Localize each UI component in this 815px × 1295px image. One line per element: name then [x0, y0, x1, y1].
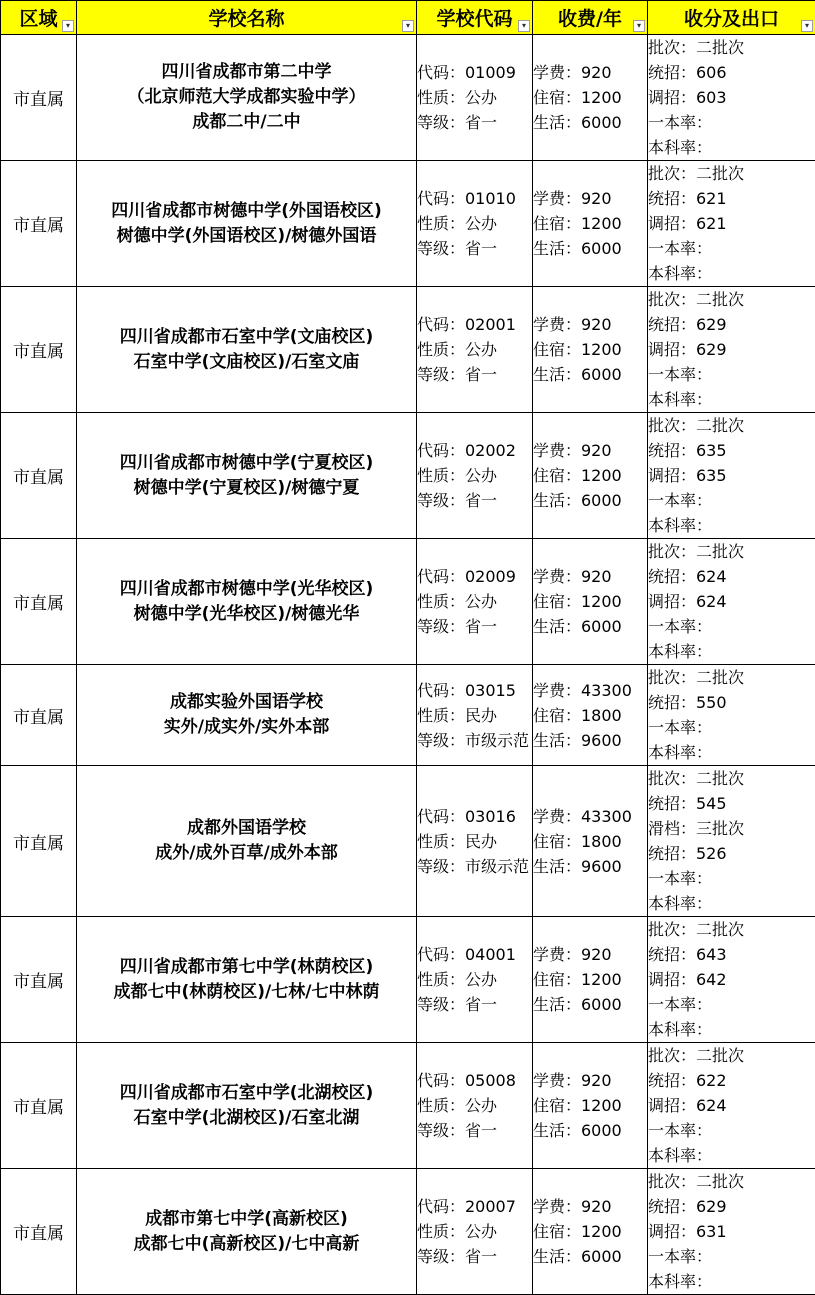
table-row [1, 766, 815, 917]
admission-cell-line: 一本率： [648, 1244, 815, 1269]
admission-cell-line: 统招：643 [648, 942, 815, 967]
school-code-cell-line: 性质：公办 [417, 463, 532, 488]
admission-cell[interactable] [648, 539, 815, 665]
fee-cell-line: 学费：920 [533, 438, 647, 463]
admission-cell[interactable] [648, 1043, 815, 1169]
dropdown-arrow-icon[interactable]: ▾ [633, 20, 645, 32]
header-school-name[interactable] [77, 1, 417, 35]
fee-cell[interactable] [533, 161, 648, 287]
admission-cell-line: 统招：624 [648, 564, 815, 589]
fee-cell-line: 住宿：1200 [533, 967, 647, 992]
school-name-cell-line: 成都实验外国语学校 [77, 690, 416, 715]
table-row [1, 413, 815, 539]
school-code-cell[interactable] [417, 1169, 533, 1295]
admission-cell-line: 滑档：三批次 [648, 816, 815, 841]
admission-cell-line: 统招：629 [648, 312, 815, 337]
table-body [1, 35, 815, 1295]
admission-cell-line: 批次：二批次 [648, 1169, 815, 1194]
fee-cell-line: 住宿：1200 [533, 463, 647, 488]
district-cell[interactable]: 市直属 [1, 413, 77, 539]
admission-cell[interactable] [648, 35, 815, 161]
fee-cell-line: 生活：6000 [533, 236, 647, 261]
school-code-cell[interactable] [417, 766, 533, 917]
table-row [1, 665, 815, 766]
school-code-cell-line: 性质：公办 [417, 967, 532, 992]
school-code-cell-line: 代码：02002 [417, 438, 532, 463]
district-cell[interactable]: 市直属 [1, 35, 77, 161]
admission-cell-line: 统招：606 [648, 60, 815, 85]
school-name-cell-line: （北京师范大学成都实验中学） [77, 85, 416, 110]
school-code-cell-line: 性质：公办 [417, 1219, 532, 1244]
admission-cell[interactable] [648, 766, 815, 917]
school-name-cell-line: 四川省成都市第二中学 [77, 60, 416, 85]
school-code-cell-line: 等级：市级示范 [417, 854, 532, 879]
admission-cell-line: 本科率： [648, 261, 815, 286]
admission-cell-line: 批次：二批次 [648, 917, 815, 942]
fee-cell-line: 住宿：1800 [533, 703, 647, 728]
district-cell[interactable]: 市直属 [1, 917, 77, 1043]
admission-cell-line: 批次：二批次 [648, 539, 815, 564]
school-code-cell-line: 代码：02001 [417, 312, 532, 337]
school-code-cell-line: 代码：05008 [417, 1068, 532, 1093]
district-cell[interactable]: 市直属 [1, 1169, 77, 1295]
admission-cell-line: 调招：631 [648, 1219, 815, 1244]
school-code-cell-line: 性质：公办 [417, 85, 532, 110]
admission-cell[interactable] [648, 917, 815, 1043]
admission-cell-line: 一本率： [648, 1118, 815, 1143]
school-code-cell[interactable] [417, 1043, 533, 1169]
admission-cell-line: 统招：635 [648, 438, 815, 463]
admission-cell-line: 本科率： [648, 1017, 815, 1042]
school-name-cell-line: 石室中学(文庙校区)/石室文庙 [77, 350, 416, 375]
fee-cell-line: 生活：6000 [533, 614, 647, 639]
school-name-cell-line: 树德中学(宁夏校区)/树德宁夏 [77, 476, 416, 501]
table-row [1, 917, 815, 1043]
fee-cell-line: 学费：43300 [533, 804, 647, 829]
school-code-cell-line: 代码：02009 [417, 564, 532, 589]
admission-cell-line: 本科率： [648, 639, 815, 664]
fee-cell-line: 学费：920 [533, 564, 647, 589]
admission-cell-line: 一本率： [648, 236, 815, 261]
school-code-cell-line: 代码：20007 [417, 1194, 532, 1219]
fee-cell[interactable] [533, 917, 648, 1043]
district-cell[interactable]: 市直属 [1, 766, 77, 917]
admission-cell[interactable] [648, 1169, 815, 1295]
school-name-cell[interactable] [77, 35, 417, 161]
admission-cell-line: 调招：621 [648, 211, 815, 236]
fee-cell-line: 学费：920 [533, 1194, 647, 1219]
admission-cell-line: 统招：629 [648, 1194, 815, 1219]
fee-cell-line: 住宿：1200 [533, 85, 647, 110]
dropdown-arrow-icon[interactable]: ▾ [801, 20, 813, 32]
fee-cell[interactable] [533, 1043, 648, 1169]
admission-cell[interactable] [648, 413, 815, 539]
school-name-cell[interactable] [77, 766, 417, 917]
district-cell[interactable]: 市直属 [1, 539, 77, 665]
admission-cell[interactable] [648, 665, 815, 766]
header-label: 收费/年 [558, 8, 622, 30]
admission-cell-line: 批次：二批次 [648, 665, 815, 690]
school-code-cell-line: 代码：03015 [417, 678, 532, 703]
fee-cell[interactable] [533, 665, 648, 766]
fee-cell-line: 学费：43300 [533, 678, 647, 703]
school-name-cell-line: 实外/成实外/实外本部 [77, 715, 416, 740]
fee-cell-line: 学费：920 [533, 60, 647, 85]
fee-cell-line: 住宿：1200 [533, 211, 647, 236]
school-name-cell-line: 成都二中/二中 [77, 110, 416, 135]
header-school-code[interactable] [417, 1, 533, 35]
header-label: 学校名称 [208, 8, 284, 30]
admission-cell-line: 一本率： [648, 110, 815, 135]
school-code-cell-line: 等级：市级示范 [417, 728, 532, 753]
header-label: 收分及出口 [684, 8, 779, 30]
school-name-cell-line: 石室中学(北湖校区)/石室北湖 [77, 1106, 416, 1131]
school-code-cell[interactable] [417, 665, 533, 766]
fee-cell-line: 学费：920 [533, 1068, 647, 1093]
admission-cell-line: 批次：二批次 [648, 1043, 815, 1068]
school-code-cell-line: 代码：01009 [417, 60, 532, 85]
admission-cell[interactable] [648, 287, 815, 413]
district-cell[interactable]: 市直属 [1, 287, 77, 413]
school-code-cell-line: 等级：省一 [417, 488, 532, 513]
fee-cell[interactable] [533, 539, 648, 665]
header-fees[interactable] [533, 1, 648, 35]
fee-cell-line: 生活：6000 [533, 1244, 647, 1269]
school-code-cell-line: 代码：04001 [417, 942, 532, 967]
fee-cell[interactable] [533, 413, 648, 539]
table-row [1, 1169, 815, 1295]
school-name-cell[interactable] [77, 161, 417, 287]
admission-cell-line: 调招：624 [648, 1093, 815, 1118]
admission-cell-line: 一本率： [648, 614, 815, 639]
admission-cell-line: 批次：二批次 [648, 413, 815, 438]
fee-cell[interactable] [533, 287, 648, 413]
school-name-cell-line: 四川省成都市第七中学(林荫校区) [77, 955, 416, 980]
school-name-cell-line: 成都外国语学校 [77, 816, 416, 841]
admission-cell-line: 统招：622 [648, 1068, 815, 1093]
admission-cell-line: 统招：550 [648, 690, 815, 715]
district-cell[interactable]: 市直属 [1, 665, 77, 766]
school-code-cell-line: 等级：省一 [417, 1118, 532, 1143]
dropdown-arrow-icon[interactable]: ▾ [518, 20, 530, 32]
school-code-cell-line: 代码：01010 [417, 186, 532, 211]
fee-cell-line: 学费：920 [533, 186, 647, 211]
admission-cell-line: 一本率： [648, 866, 815, 891]
district-cell[interactable]: 市直属 [1, 161, 77, 287]
fee-cell[interactable] [533, 766, 648, 917]
admission-cell-line: 批次：二批次 [648, 161, 815, 186]
admission-cell-line: 调招：642 [648, 967, 815, 992]
fee-cell-line: 住宿：1200 [533, 589, 647, 614]
school-name-cell-line: 成都七中(高新校区)/七中高新 [77, 1232, 416, 1257]
school-name-cell-line: 四川省成都市树德中学(宁夏校区) [77, 451, 416, 476]
header-admission[interactable] [648, 1, 815, 35]
school-code-cell[interactable] [417, 413, 533, 539]
school-code-cell-line: 代码：03016 [417, 804, 532, 829]
admission-cell-line: 调招：629 [648, 337, 815, 362]
fee-cell-line: 生活：6000 [533, 992, 647, 1017]
school-name-cell-line: 成都七中(林荫校区)/七林/七中林荫 [77, 980, 416, 1005]
school-code-cell-line: 性质：民办 [417, 703, 532, 728]
admission-cell-line: 调招：635 [648, 463, 815, 488]
admission-cell[interactable] [648, 161, 815, 287]
school-name-cell[interactable] [77, 1043, 417, 1169]
admission-cell-line: 统招：621 [648, 186, 815, 211]
fee-cell[interactable] [533, 35, 648, 161]
school-code-cell-line: 等级：省一 [417, 1244, 532, 1269]
school-code-cell-line: 性质：公办 [417, 337, 532, 362]
admission-cell-line: 本科率： [648, 513, 815, 538]
fee-cell-line: 住宿：1200 [533, 337, 647, 362]
admission-cell-line: 本科率： [648, 1269, 815, 1294]
header-district[interactable] [1, 1, 77, 35]
table-row [1, 161, 815, 287]
admission-cell-line: 一本率： [648, 488, 815, 513]
admission-cell-line: 本科率： [648, 1143, 815, 1168]
dropdown-arrow-icon[interactable]: ▾ [62, 20, 74, 32]
school-name-cell-line: 成都市第七中学(高新校区) [77, 1207, 416, 1232]
admission-cell-line: 调招：624 [648, 589, 815, 614]
school-code-cell-line: 等级：省一 [417, 614, 532, 639]
school-name-cell-line: 树德中学(外国语校区)/树德外国语 [77, 224, 416, 249]
fee-cell-line: 生活：6000 [533, 1118, 647, 1143]
school-name-cell[interactable] [77, 917, 417, 1043]
school-name-cell[interactable] [77, 413, 417, 539]
school-name-cell-line: 四川省成都市树德中学(外国语校区) [77, 199, 416, 224]
fee-cell-line: 生活：6000 [533, 110, 647, 135]
admission-cell-line: 批次：二批次 [648, 287, 815, 312]
school-name-cell-line: 四川省成都市石室中学(文庙校区) [77, 325, 416, 350]
school-name-cell[interactable] [77, 1169, 417, 1295]
header-label: 区域 [19, 8, 57, 30]
fee-cell-line: 学费：920 [533, 942, 647, 967]
school-code-cell[interactable] [417, 917, 533, 1043]
fee-cell-line: 住宿：1800 [533, 829, 647, 854]
admission-cell-line: 批次：二批次 [648, 766, 815, 791]
school-name-cell[interactable] [77, 539, 417, 665]
admission-cell-line: 一本率： [648, 715, 815, 740]
school-name-cell-line: 四川省成都市石室中学(北湖校区) [77, 1081, 416, 1106]
header-label: 学校代码 [436, 8, 512, 30]
school-code-cell-line: 等级：省一 [417, 992, 532, 1017]
admission-cell-line: 统招：526 [648, 841, 815, 866]
admission-cell-line: 一本率： [648, 362, 815, 387]
admission-cell-line: 本科率： [648, 740, 815, 765]
fee-cell-line: 生活：9600 [533, 728, 647, 753]
school-code-cell-line: 等级：省一 [417, 362, 532, 387]
school-name-cell-line: 四川省成都市树德中学(光华校区) [77, 577, 416, 602]
header-row [1, 1, 815, 35]
school-code-cell-line: 性质：公办 [417, 1093, 532, 1118]
fee-cell-line: 生活：6000 [533, 488, 647, 513]
table-row [1, 287, 815, 413]
table-row [1, 539, 815, 665]
school-code-cell-line: 等级：省一 [417, 236, 532, 261]
school-code-cell-line: 性质：公办 [417, 589, 532, 614]
admission-cell-line: 本科率： [648, 387, 815, 412]
fee-cell-line: 住宿：1200 [533, 1093, 647, 1118]
school-code-cell[interactable] [417, 287, 533, 413]
district-cell[interactable]: 市直属 [1, 1043, 77, 1169]
school-code-cell[interactable] [417, 161, 533, 287]
admission-cell-line: 本科率： [648, 135, 815, 160]
admission-cell-line: 批次：二批次 [648, 35, 815, 60]
dropdown-arrow-icon[interactable]: ▾ [402, 20, 414, 32]
admission-cell-line: 一本率： [648, 992, 815, 1017]
school-name-cell-line: 成外/成外百草/成外本部 [77, 841, 416, 866]
admission-cell-line: 本科率： [648, 891, 815, 916]
school-name-cell[interactable] [77, 287, 417, 413]
fee-cell-line: 学费：920 [533, 312, 647, 337]
fee-cell[interactable] [533, 1169, 648, 1295]
school-name-cell-line: 树德中学(光华校区)/树德光华 [77, 602, 416, 627]
table-row [1, 35, 815, 161]
fee-cell-line: 生活：6000 [533, 362, 647, 387]
school-code-cell-line: 性质：公办 [417, 211, 532, 236]
admission-cell-line: 统招：545 [648, 791, 815, 816]
school-code-cell-line: 性质：民办 [417, 829, 532, 854]
school-code-cell-line: 等级：省一 [417, 110, 532, 135]
fee-cell-line: 生活：9600 [533, 854, 647, 879]
table-row [1, 1043, 815, 1169]
school-code-cell[interactable] [417, 35, 533, 161]
school-name-cell[interactable] [77, 665, 417, 766]
fee-cell-line: 住宿：1200 [533, 1219, 647, 1244]
school-code-cell[interactable] [417, 539, 533, 665]
admission-cell-line: 调招：603 [648, 85, 815, 110]
